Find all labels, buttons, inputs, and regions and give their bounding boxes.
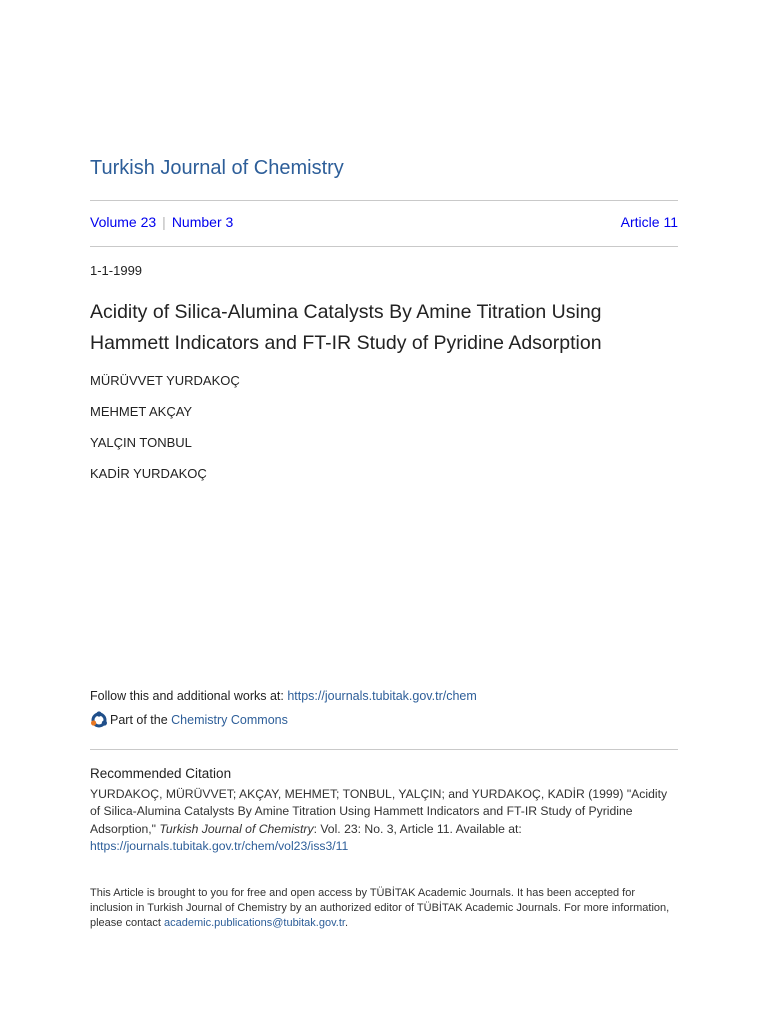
author-name: MÜRÜVVET YURDAKOÇ xyxy=(90,373,240,388)
divider-issue xyxy=(90,246,678,247)
commons-prefix: Part of the xyxy=(110,713,172,727)
author-list xyxy=(90,373,240,497)
publication-date: 1-1-1999 xyxy=(90,263,143,278)
number-link[interactable]: Number 3 xyxy=(171,214,234,230)
contact-email-link[interactable]: academic.publications@tubitak.gov.tr xyxy=(164,917,345,929)
follow-text: Follow this and additional works at: xyxy=(90,689,288,703)
volume-link[interactable]: Volume 23 xyxy=(90,214,157,230)
citation-text: YURDAKOÇ, MÜRÜVVET; AKÇAY, MEHMET; TONBUL, YALÇIN; and YURDAKOÇ, KADİR (1999) "Acidity of Silica-Alumina Catalysts By Amine Titration Using Hammett Indicators and FT-IR Study of Pyridine Adsorption," xyxy=(90,787,668,836)
access-notice-end: . xyxy=(344,917,349,929)
chemistry-commons-link[interactable]: Chemistry Commons xyxy=(171,713,288,727)
author-name: YALÇIN TONBUL xyxy=(90,435,192,450)
journal-url-link[interactable]: https://journals.tubitak.gov.tr/chem xyxy=(287,689,477,703)
commons-network-icon xyxy=(90,711,108,729)
divider-citation xyxy=(90,749,678,750)
article-link[interactable]: Article 11 xyxy=(620,214,678,230)
issue-left xyxy=(90,214,233,230)
commons-line xyxy=(90,711,288,729)
divider-top xyxy=(90,200,678,201)
citation-journal: Turkish Journal of Chemistry xyxy=(159,821,314,836)
citation-block xyxy=(90,786,678,855)
citation-text-after: : Vol. 23: No. 3, Article 11. Available at: xyxy=(313,821,522,836)
issue-separator: | xyxy=(162,214,166,230)
article-title: Acidity of Silica-Alumina Catalysts By Amine Titration Using Hammett Indicators and FT-IR Study of Pyridine Adsorption xyxy=(90,301,602,354)
author-name: MEHMET AKÇAY xyxy=(90,404,193,419)
access-notice-text: This Article is brought to you for free and open access by TÜBİTAK Academic Journals. It has been accepted for inclusion in Turkish Journal of Chemistry by an authorized editor of TÜBİTAK Academic Journals. For more information, please contact xyxy=(90,887,670,929)
citation-url-link[interactable]: https://journals.tubitak.gov.tr/chem/vol23/iss3/11 xyxy=(90,838,349,853)
author-name: KADİR YURDAKOÇ xyxy=(90,466,207,481)
journal-title-link[interactable]: Turkish Journal of Chemistry xyxy=(90,157,344,179)
citation-heading: Recommended Citation xyxy=(90,766,232,781)
follow-line xyxy=(90,689,477,703)
access-notice xyxy=(90,886,678,931)
